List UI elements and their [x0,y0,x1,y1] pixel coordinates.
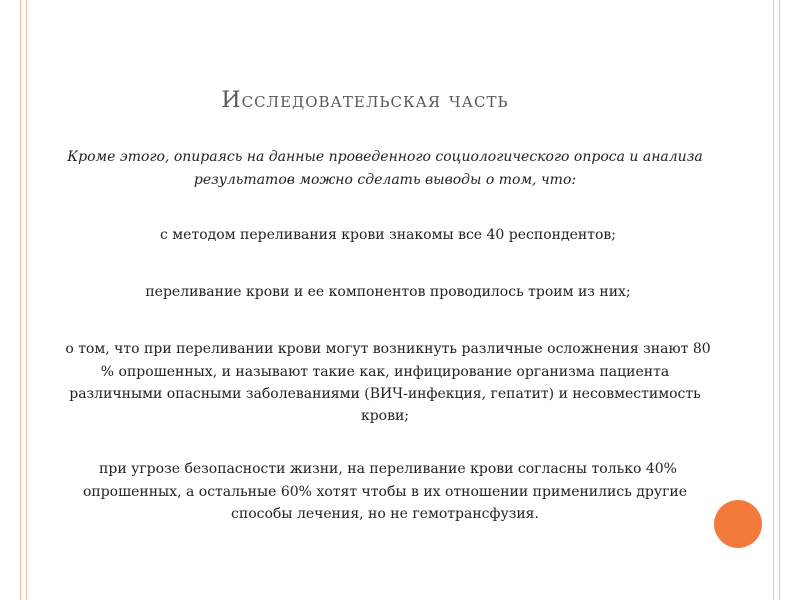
bullet-item [55,224,715,247]
bullet-text: о том, что при переливании крови могут возникнуть различные осложнения знают 80 % опрошенных, и называют такие как, инфицирование организма пациента различными опасными заболеваниями (ВИЧ-инфекция, гепатит) и несовместимость крови; [65,341,711,424]
bullet-text: переливание крови и ее компонентов проводилось троим из них; [145,284,631,300]
accent-circle [714,500,762,548]
bullet-text: с методом переливания крови знакомы все 40 респондентов; [160,227,616,243]
slide-title: Исследовательская часть [221,88,509,113]
bullet-item [55,458,715,525]
slide-intro: Кроме этого, опираясь на данные проведенного социологического опроса и анализа результатов можно сделать выводы о том, что: [67,149,703,188]
bullet-text: при угрозе безопасности жизни, на переливание крови согласны только 40% опрошенных, а остальные 60% хотят чтобы в их отношении применились другие способы лечения, но не гемотрансфузия. [82,461,688,522]
bullet-item [55,281,715,304]
bullet-item [55,338,715,427]
